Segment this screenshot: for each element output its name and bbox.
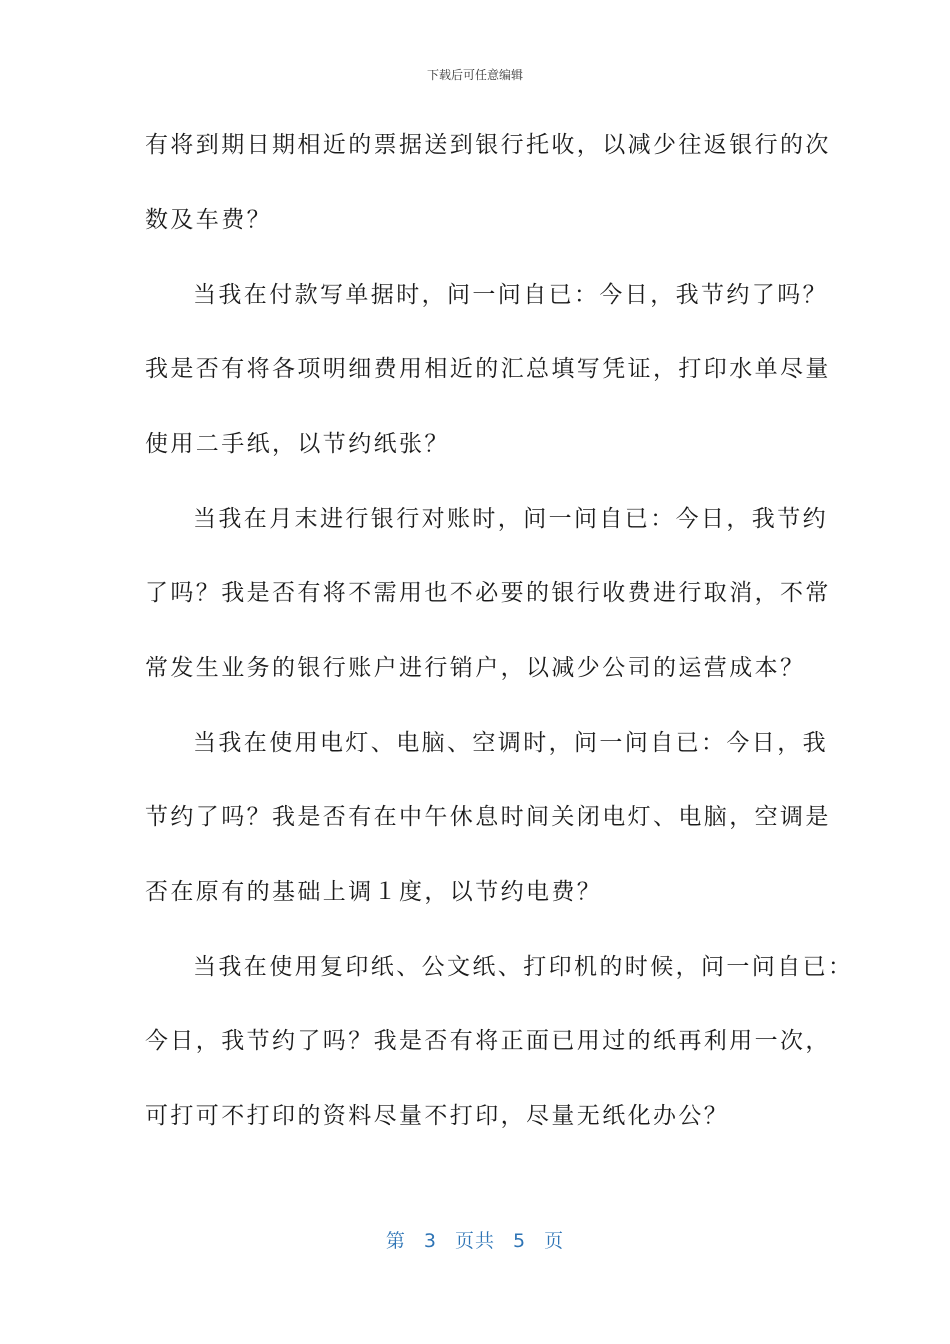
text-line: 使用二手纸，以节约纸张？ [145, 431, 450, 457]
text-line: 今日，我节约了吗？我是否有将正面已用过的纸再利用一次， [145, 1028, 831, 1054]
paragraph-start-line: 当我在付款写单据时，问一问自已：今日，我节约了吗？ [193, 282, 828, 308]
text-line: 我是否有将各项明细费用相近的汇总填写凭证，打印水单尽量 [145, 356, 831, 382]
text-line: 节约了吗？我是否有在中午休息时间关闭电灯、电脑，空调是 [145, 804, 831, 830]
text-line: 数及车费？ [145, 207, 272, 233]
footer-prefix: 第 [385, 1230, 406, 1252]
total-page-count: 5 [513, 1230, 527, 1252]
paragraph-start-line: 当我在月末进行银行对账时，问一问自已：今日，我节约 [193, 506, 828, 532]
text-line: 可打可不打印的资料尽量不打印，尽量无纸化办公？ [145, 1103, 730, 1129]
current-page-number: 3 [423, 1230, 437, 1252]
footer-middle: 页共 [454, 1230, 495, 1252]
footer-suffix: 页 [544, 1230, 565, 1252]
text-line: 有将到期日期相近的票据送到银行托收，以减少往返银行的次 [145, 132, 831, 158]
paragraph-start-line: 当我在使用复印纸、公文纸、打印机的时候，问一问自已： [193, 954, 854, 980]
page-header: 下载后可任意编辑 [426, 68, 523, 82]
text-line: 常发生业务的银行账户进行销户，以减少公司的运营成本？ [145, 655, 806, 681]
paragraph-start-line: 当我在使用电灯、电脑、空调时，问一问自已：今日，我 [193, 730, 828, 756]
text-line: 否在原有的基础上调１度，以节约电费？ [145, 879, 603, 905]
page-footer [0, 1226, 950, 1253]
text-line: 了吗？我是否有将不需用也不必要的银行收费进行取消，不常 [145, 580, 831, 606]
